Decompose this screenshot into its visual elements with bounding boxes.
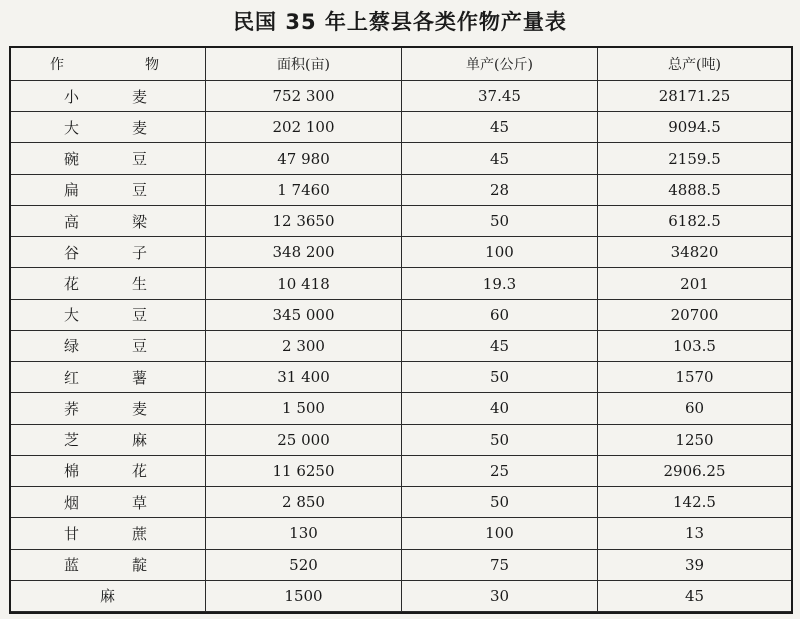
cell-crop <box>10 143 206 174</box>
crop-name-char-1: 大 <box>64 118 80 137</box>
cell-unit-yield: 100 <box>402 518 598 549</box>
cell-area: 10 418 <box>206 268 402 299</box>
crop-name-char-2: 靛 <box>131 556 147 575</box>
cell-total: 34820 <box>598 237 792 268</box>
cell-crop <box>10 455 206 486</box>
table-row <box>10 268 792 299</box>
cell-area: 47 980 <box>206 143 402 174</box>
table-row <box>10 330 792 361</box>
cell-total: 103.5 <box>598 330 792 361</box>
cell-crop <box>10 81 206 112</box>
crop-name-char-1: 棉 <box>64 462 80 481</box>
cell-total: 39 <box>598 549 792 580</box>
cell-area: 1 7460 <box>206 174 402 205</box>
crop-name-char-1: 芝 <box>64 431 80 450</box>
crop-name-char-1: 绿 <box>64 337 80 356</box>
cell-total: 28171.25 <box>598 81 792 112</box>
cell-unit-yield: 60 <box>402 299 598 330</box>
cell-crop <box>10 174 206 205</box>
cell-area: 2 850 <box>206 487 402 518</box>
table-row <box>10 549 792 580</box>
cell-crop <box>10 362 206 393</box>
cell-area: 752 300 <box>206 81 402 112</box>
crop-name-char-2: 生 <box>131 275 147 294</box>
header-area: 面积(亩) <box>206 47 402 81</box>
cell-crop <box>10 424 206 455</box>
cell-crop <box>10 237 206 268</box>
cell-unit-yield: 45 <box>402 330 598 361</box>
cell-total: 6182.5 <box>598 205 792 236</box>
cell-unit-yield: 50 <box>402 424 598 455</box>
crop-name-char-2: 豆 <box>131 337 147 356</box>
cell-area: 130 <box>206 518 402 549</box>
header-crop <box>10 47 206 81</box>
crop-name-char-1: 甘 <box>64 524 80 543</box>
header-unit-yield: 单产(公斤) <box>402 47 598 81</box>
crop-name-char-1: 碗 <box>64 150 80 169</box>
cell-unit-yield: 45 <box>402 143 598 174</box>
crop-name-char-2: 豆 <box>131 150 147 169</box>
cell-unit-yield: 100 <box>402 237 598 268</box>
cell-unit-yield: 30 <box>402 580 598 611</box>
cell-unit-yield: 19.3 <box>402 268 598 299</box>
table-row <box>10 393 792 424</box>
cell-unit-yield: 25 <box>402 455 598 486</box>
table-row <box>10 580 792 611</box>
crop-name-char-2: 子 <box>131 243 147 262</box>
crop-name-char-2: 麦 <box>131 399 147 418</box>
table-row <box>10 487 792 518</box>
cell-unit-yield: 45 <box>402 112 598 143</box>
table-row <box>10 174 792 205</box>
table-row <box>10 143 792 174</box>
cell-area: 1 500 <box>206 393 402 424</box>
table-row <box>10 81 792 112</box>
cell-area: 345 000 <box>206 299 402 330</box>
cell-unit-yield: 40 <box>402 393 598 424</box>
cell-crop <box>10 487 206 518</box>
header-crop-char-1: 作 <box>50 56 64 73</box>
cell-crop <box>10 330 206 361</box>
cell-total: 45 <box>598 580 792 611</box>
crop-name-char-1: 荞 <box>64 399 80 418</box>
table-row <box>10 112 792 143</box>
table-row <box>10 455 792 486</box>
cell-unit-yield: 28 <box>402 174 598 205</box>
crop-name-char-1: 红 <box>64 368 80 387</box>
table-header-row <box>10 47 792 81</box>
cell-area: 31 400 <box>206 362 402 393</box>
cell-total: 13 <box>598 518 792 549</box>
crop-name-char-1: 扁 <box>64 181 80 200</box>
cell-total: 60 <box>598 393 792 424</box>
cell-area: 25 000 <box>206 424 402 455</box>
cell-area: 1500 <box>206 580 402 611</box>
crop-name-char-1: 花 <box>64 275 80 294</box>
cell-crop <box>10 393 206 424</box>
table-row <box>10 237 792 268</box>
cell-area: 202 100 <box>206 112 402 143</box>
crop-name-char-2: 草 <box>131 493 147 512</box>
crop-name-char-1: 烟 <box>64 493 80 512</box>
crop-name-char-1: 大 <box>64 306 80 325</box>
crop-name-char-2: 麻 <box>131 431 147 450</box>
cell-area: 348 200 <box>206 237 402 268</box>
cell-unit-yield: 50 <box>402 205 598 236</box>
cell-area: 520 <box>206 549 402 580</box>
cell-area: 2 300 <box>206 330 402 361</box>
cell-crop <box>10 268 206 299</box>
cell-unit-yield: 50 <box>402 487 598 518</box>
crop-name-char-2: 花 <box>131 462 147 481</box>
table-row <box>10 518 792 549</box>
cell-total: 2906.25 <box>598 455 792 486</box>
cell-area: 11 6250 <box>206 455 402 486</box>
crop-name-char-2: 梁 <box>131 212 147 231</box>
crop-name-char-1: 蓝 <box>64 556 80 575</box>
page-title: 民国 35 年上蔡县各类作物产量表 <box>233 10 567 34</box>
table-row <box>10 424 792 455</box>
crop-name-char-1: 高 <box>64 212 80 231</box>
table-row <box>10 299 792 330</box>
crop-name-char-1: 小 <box>64 87 80 106</box>
cell-crop <box>10 549 206 580</box>
cell-total: 4888.5 <box>598 174 792 205</box>
cell-unit-yield: 75 <box>402 549 598 580</box>
crop-yield-table <box>9 46 792 612</box>
cell-total: 1570 <box>598 362 792 393</box>
crop-name-char-1: 谷 <box>64 243 80 262</box>
cell-area: 12 3650 <box>206 205 402 236</box>
cell-crop <box>10 112 206 143</box>
crop-name-char-2: 豆 <box>131 181 147 200</box>
crop-name-char-2: 麦 <box>131 118 147 137</box>
cell-crop <box>10 299 206 330</box>
cell-unit-yield: 50 <box>402 362 598 393</box>
cell-total: 142.5 <box>598 487 792 518</box>
header-crop-char-2: 物 <box>145 56 159 73</box>
cell-crop <box>10 580 206 611</box>
cell-total: 1250 <box>598 424 792 455</box>
cell-unit-yield: 37.45 <box>402 81 598 112</box>
cell-total: 9094.5 <box>598 112 792 143</box>
table-row <box>10 362 792 393</box>
crop-name-char-2: 薯 <box>131 368 147 387</box>
cell-crop <box>10 518 206 549</box>
cell-total: 2159.5 <box>598 143 792 174</box>
cell-total: 20700 <box>598 299 792 330</box>
crop-name-char-2: 蔗 <box>131 524 147 543</box>
crop-name-char-2: 豆 <box>131 306 147 325</box>
table-row <box>10 205 792 236</box>
cell-crop <box>10 205 206 236</box>
header-total: 总产(吨) <box>598 47 792 81</box>
crop-name-char-2: 麦 <box>131 87 147 106</box>
cell-total: 201 <box>598 268 792 299</box>
crop-name-char-1: 麻 <box>99 587 115 606</box>
